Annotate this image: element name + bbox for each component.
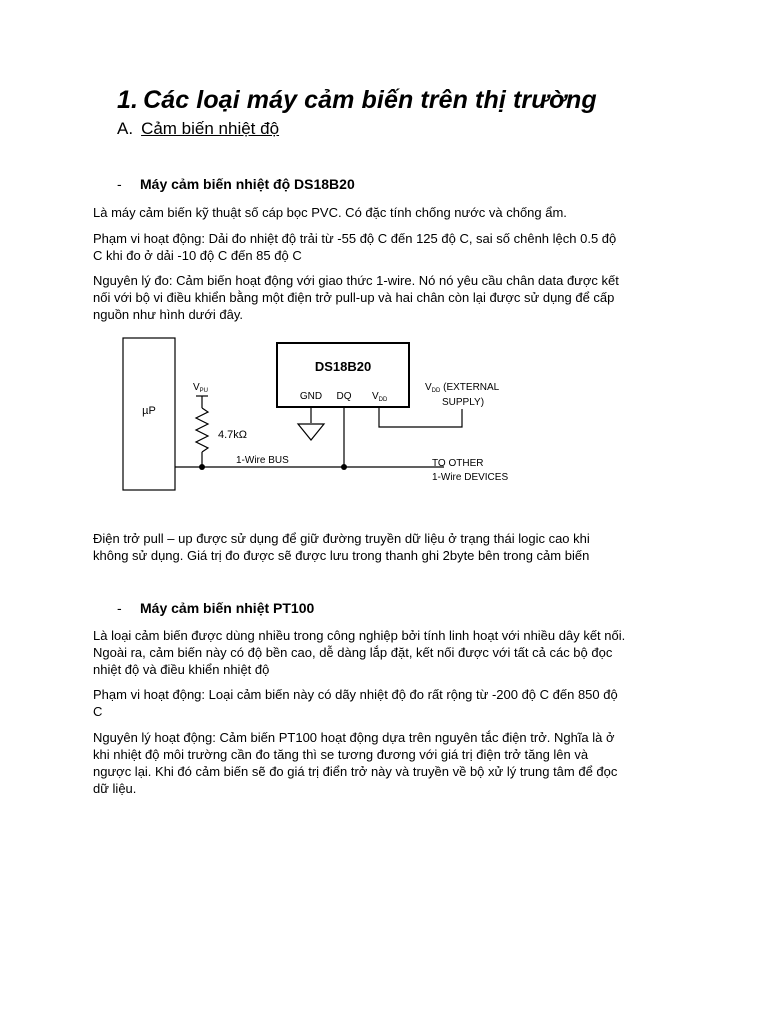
text-line: Phạm vi hoạt động: Dải đo nhiệt độ trải từ -55 độ C đến 125 độ C, sai số chênh lệch 0.5 độ bbox=[93, 231, 617, 246]
pullup-resistor bbox=[196, 408, 208, 452]
section-title-text: Máy cảm biến nhiệt PT100 bbox=[140, 600, 315, 616]
pin-dq-label: DQ bbox=[336, 391, 352, 402]
text-line: ngược lại. Khi đó cảm biến sẽ đo giá trị điển trở này và truyền về bộ xử lý trung tâm để đọc bbox=[93, 764, 618, 779]
text-line: nguồn như hình dưới đây. bbox=[93, 307, 244, 322]
text-line: Ngoài ra, cảm biến này có độ bền cao, dễ dàng lắp đặt, kết nối được với tất cả các bộ đọc bbox=[93, 645, 613, 660]
text-line: C bbox=[93, 704, 103, 719]
junction-dot bbox=[199, 464, 205, 470]
text-line: Nguyên lý đo: Cảm biến hoạt động với giao thức 1-wire. Nó nó yêu cầu chân data được kết bbox=[93, 273, 619, 288]
ds18b20-circuit-diagram bbox=[120, 336, 520, 496]
section-title-ds18b20 bbox=[117, 176, 355, 192]
section-title-pt100 bbox=[117, 600, 314, 616]
text-line: C khi đo ở dải -10 độ C đến 85 độ C bbox=[93, 248, 302, 263]
junction-dot bbox=[341, 464, 347, 470]
resistor-value-label: 4.7kΩ bbox=[218, 429, 248, 441]
supply-label: SUPPLY) bbox=[442, 397, 485, 408]
section-title-text: Máy cảm biến nhiệt độ DS18B20 bbox=[140, 176, 355, 192]
page-heading bbox=[117, 86, 597, 115]
bullet-dash: - bbox=[117, 176, 122, 192]
paragraph bbox=[93, 729, 693, 797]
text-line: Phạm vi hoạt động: Loại cảm biến này có dãy nhiệt độ đo rất rộng từ -200 độ C đến 850 độ bbox=[93, 687, 618, 702]
text-line: Nguyên lý hoạt động: Cảm biến PT100 hoạt động dựa trên nguyên tắc điện trở. Nghĩa là ở bbox=[93, 730, 615, 745]
paragraph bbox=[93, 627, 693, 678]
text-line: Là loại cảm biến được dùng nhiều trong công nghiệp bởi tính linh hoạt với nhiều dây kết nối. bbox=[93, 628, 626, 643]
text-line: khi nhiệt độ môi trường cần đo tăng thì se tương đương với giá trị điện trở tăng lên và bbox=[93, 747, 589, 762]
subheading bbox=[117, 119, 279, 139]
vdd-external-label: $V_{DD}$ (EXTERNAL bbox=[425, 382, 500, 394]
paragraph bbox=[93, 230, 693, 264]
to-other-label: TO OTHER bbox=[432, 458, 484, 469]
paragraph bbox=[93, 530, 693, 564]
pin-gnd-label: GND bbox=[299, 391, 323, 402]
text-line: dữ liệu. bbox=[93, 781, 137, 796]
bus-label: 1-Wire BUS bbox=[236, 455, 289, 466]
paragraph bbox=[93, 204, 693, 221]
text-line: Là máy cảm biến kỹ thuật số cáp bọc PVC. Có đặc tính chống nước và chống ẩm. bbox=[93, 205, 567, 220]
chip-name-label: DS18B20 bbox=[314, 359, 372, 374]
subheading-title: Cảm biến nhiệt độ bbox=[141, 119, 280, 138]
subheading-letter: A. bbox=[117, 119, 134, 138]
wire-devices-label: 1-Wire DEVICES bbox=[432, 472, 509, 483]
text-line: nối với bộ vi điều khiển bằng một điện trở pull-up và hai chân còn lại được sử dụng để cấp bbox=[93, 290, 615, 305]
pin-vdd-label: $V_{DD}$ bbox=[372, 391, 388, 403]
text-line: Điện trở pull – up được sử dụng để giữ đường truyền dữ liệu ở trạng thái logic cao khi bbox=[93, 531, 590, 546]
bullet-dash: - bbox=[117, 600, 122, 616]
microprocessor-label: µP bbox=[142, 405, 156, 417]
vdd-wire bbox=[379, 407, 462, 427]
ground-symbol bbox=[298, 424, 324, 440]
vpu-label: $V_{PU}$ bbox=[193, 382, 209, 394]
heading-number: 1. bbox=[117, 86, 139, 114]
paragraph bbox=[93, 272, 693, 323]
heading-title: Các loại máy cảm biến trên thị trường bbox=[143, 86, 597, 114]
text-line: nhiệt độ và điều khiển nhiệt độ bbox=[93, 662, 270, 677]
text-line: không sử dụng. Giá trị đo được sẽ được lưu trong thanh ghi 2byte bên trong cảm biến bbox=[93, 548, 590, 563]
paragraph bbox=[93, 686, 693, 720]
